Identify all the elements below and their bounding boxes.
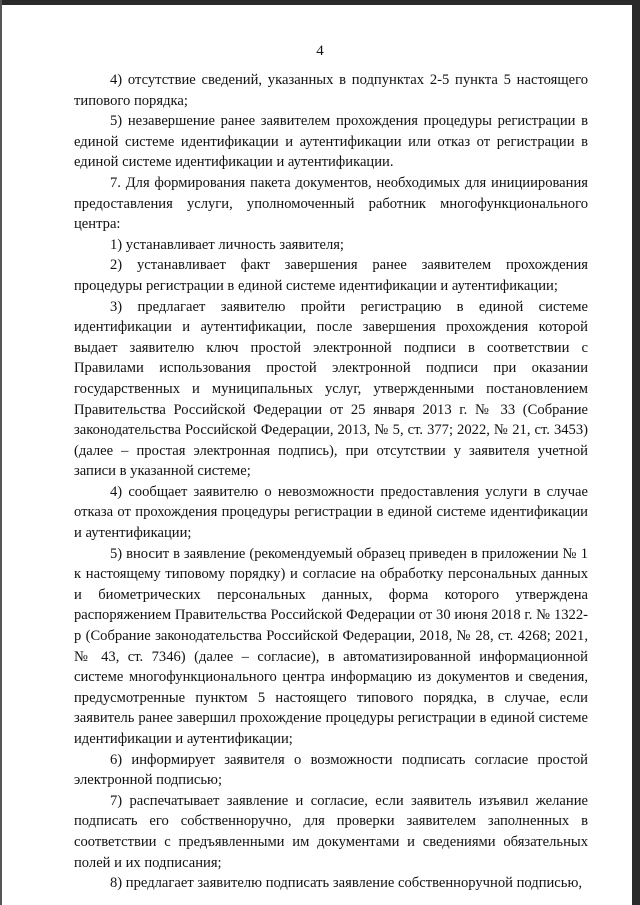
paragraph-step-7: 7) распечатывает заявление и согласие, если заявитель изъявил желание подписать его собственноручно, для проверки заявителем заполненных в соответствии с предъявленными им документами и сведениями обязательных полей и их подписания; (74, 792, 588, 871)
paragraph-section-7: 7. Для формирования пакета документов, необходимых для инициирования предоставления услуги, уполномоченный работник многофункционального центра: (74, 174, 588, 233)
scan-edge-top (0, 0, 640, 5)
paragraph-step-6: 6) информирует заявителя о возможности подписать согласие простой электронной подписью; (74, 751, 588, 789)
paragraph-item-4: 4) отсутствие сведений, указанных в подпунктах 2-5 пункта 5 настоящего типового порядка; (74, 72, 588, 109)
body-text (74, 70, 588, 894)
paragraph-step-8: 8) предлагает заявителю подписать заявление собственноручной подписью, (110, 875, 582, 892)
paragraph-step-5: 5) вносит в заявление (рекомендуемый образец приведен в приложении № 1 к настоящему типовому порядку) и согласие на обработку персональных данных и биометрических персональных данных, форма которого утверждена распоряжением Правительства Российской Федерации от 30 июня 2018 г. № 1322-р (Собрание законодательства Российской Федерации, 2018, № 28, ст. 4268; 2021, № 43, ст. 7346) (далее – согласие), в автоматизированной информационной системе многофункционального центра информацию из документов и сведения, предусмотренные пунктом 5 настоящего типового порядка, в случае, если заявитель ранее завершил прохождение процедуры регистрации в единой системе идентификации и аутентификации; (74, 545, 588, 747)
paragraph-item-5: 5) незавершение ранее заявителем прохождения процедуры регистрации в единой системе идентификации и аутентификации или отказ от регистрации в единой системе идентификации и аутентификации. (74, 113, 588, 171)
paragraph-step-3: 3) предлагает заявителю пройти регистрацию в единой системе идентификации и аутентификации, после завершения прохождения которой выдает заявителю ключ простой электронной подписи в соответствии с Правилами использования простой электронной подписи при оказании государственных и муниципальных услуг, утвержденными постановлением Правительства Российской Федерации от 25 января 2013 г. № 33 (Собрание законодательства Российской Федерации, 2013, № 5, ст. 377; 2022, № 21, ст. 3453) (далее – простая электронная подпись), при отсутствии у заявителя учетной записи в указанной системе; (74, 298, 588, 480)
scan-edge-right (632, 0, 640, 905)
paragraph-step-1: 1) устанавливает личность заявителя; (110, 236, 344, 253)
scan-edge-left (0, 0, 2, 905)
page-number: 4 (316, 43, 324, 59)
paragraph-step-4: 4) сообщает заявителю о невозможности предоставления услуги в случае отказа от прохождения процедуры регистрации в единой системе идентификации и аутентификации; (74, 483, 588, 542)
paragraph-step-2: 2) устанавливает факт завершения ранее заявителем прохождения процедуры регистрации в единой системе идентификации и аутентификации; (74, 257, 588, 294)
